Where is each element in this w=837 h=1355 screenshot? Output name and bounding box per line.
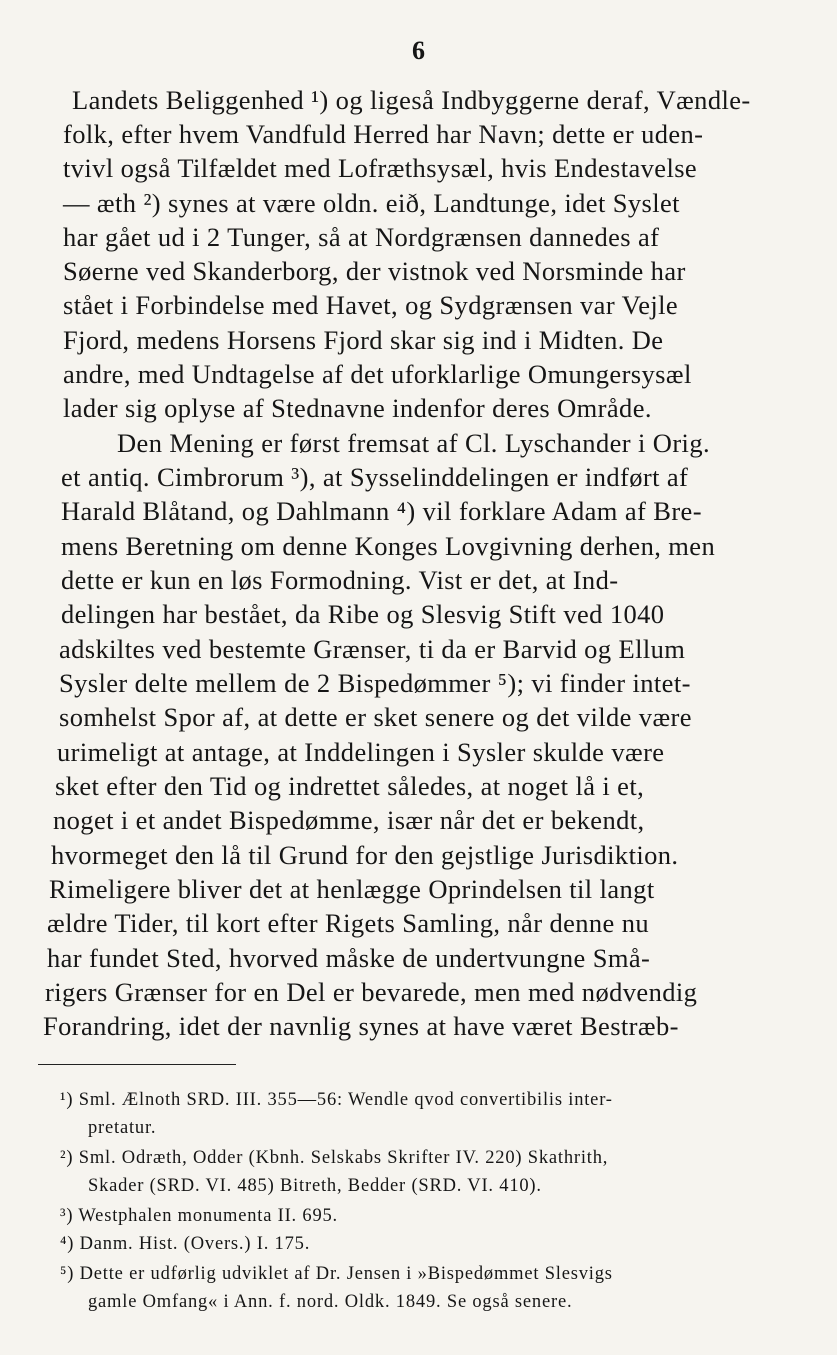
footnote-line: ¹) Sml. Ælnoth SRD. III. 355—56: Wendle qvod convertibilis inter- bbox=[60, 1090, 613, 1110]
footnote-line: Skader (SRD. VI. 485) Bitreth, Bedder (SRD. VI. 410). bbox=[88, 1176, 542, 1196]
footnote-line: ³) Westphalen monumenta II. 695. bbox=[60, 1206, 338, 1226]
text-line: Landets Beliggenhed ¹) og ligeså Indbyggerne deraf, Vændle- bbox=[72, 85, 751, 115]
footnote-line: ⁴) Danm. Hist. (Overs.) I. 175. bbox=[60, 1234, 311, 1254]
footnote-line: gamle Omfang« i Ann. f. nord. Oldk. 1849. Se også senere. bbox=[88, 1292, 573, 1312]
text-line: stået i Forbindelse med Havet, og Sydgrænsen var Vejle bbox=[63, 290, 679, 320]
footnote-line: pretatur. bbox=[88, 1118, 157, 1138]
text-line: hvormeget den lå til Grund for den gejstlige Jurisdiktion. bbox=[51, 840, 679, 870]
text-line: har fundet Sted, hvorved måske de undertvungne Små- bbox=[47, 943, 651, 973]
text-line: Sysler delte mellem de 2 Bispedømmer ⁵); vi finder intet- bbox=[59, 668, 691, 698]
text-line: mens Beretning om denne Konges Lovgivning derhen, men bbox=[61, 531, 716, 561]
text-line: Rimeligere bliver det at henlægge Oprindelsen til langt bbox=[49, 874, 655, 904]
text-line: rigers Grænser for en Del er bevarede, men med nødvendig bbox=[45, 977, 698, 1007]
text-line: andre, med Undtagelse af det uforklarlige Omungersysæl bbox=[63, 359, 692, 389]
page-number: 6 bbox=[412, 36, 425, 65]
footnote-divider bbox=[38, 1064, 236, 1065]
text-line: ældre Tider, til kort efter Rigets Samling, når denne nu bbox=[47, 908, 650, 938]
text-line: Den Mening er først fremsat af Cl. Lyschander i Orig. bbox=[117, 428, 710, 458]
text-line: tvivl også Tilfældet med Lofræthsysæl, hvis Endestavelse bbox=[63, 153, 698, 183]
text-line: Søerne ved Skanderborg, der vistnok ved Norsminde har bbox=[63, 256, 686, 286]
text-line: Fjord, medens Horsens Fjord skar sig ind i Midten. De bbox=[63, 325, 664, 355]
text-line: dette er kun en løs Formodning. Vist er det, at Ind- bbox=[61, 565, 619, 595]
text-line: har gået ud i 2 Tunger, så at Nordgrænsen dannedes af bbox=[63, 222, 660, 252]
text-line: Harald Blåtand, og Dahlmann ⁴) vil forklare Adam af Bre- bbox=[61, 496, 702, 526]
footnote-line: ⁵) Dette er udførlig udviklet af Dr. Jensen i »Bispedømmet Slesvigs bbox=[60, 1264, 613, 1284]
text-line: somhelst Spor af, at dette er sket senere og det vilde være bbox=[59, 702, 692, 732]
text-line: delingen har bestået, da Ribe og Slesvig Stift ved 1040 bbox=[61, 599, 665, 629]
text-line: noget i et andet Bispedømme, især når det er bekendt, bbox=[53, 805, 645, 835]
text-line: lader sig oplyse af Stednavne indenfor deres Område. bbox=[63, 393, 652, 423]
text-line: — æth ²) synes at være oldn. eið, Landtunge, idet Syslet bbox=[63, 188, 680, 218]
text-line: folk, efter hvem Vandfuld Herred har Navn; dette er uden- bbox=[63, 119, 704, 149]
text-line: adskiltes ved bestemte Grænser, ti da er Barvid og Ellum bbox=[59, 634, 686, 664]
footnote-line: ²) Sml. Odræth, Odder (Kbnh. Selskabs Skrifter IV. 220) Skathrith, bbox=[60, 1148, 609, 1168]
text-line: Forandring, idet der navnlig synes at have været Bestræb- bbox=[43, 1011, 679, 1041]
text-line: et antiq. Cimbrorum ³), at Sysselinddelingen er indført af bbox=[61, 462, 689, 492]
text-line: sket efter den Tid og indrettet således, at noget lå i et, bbox=[55, 771, 645, 801]
text-line: urimeligt at antage, at Inddelingen i Sysler skulde være bbox=[57, 737, 665, 767]
